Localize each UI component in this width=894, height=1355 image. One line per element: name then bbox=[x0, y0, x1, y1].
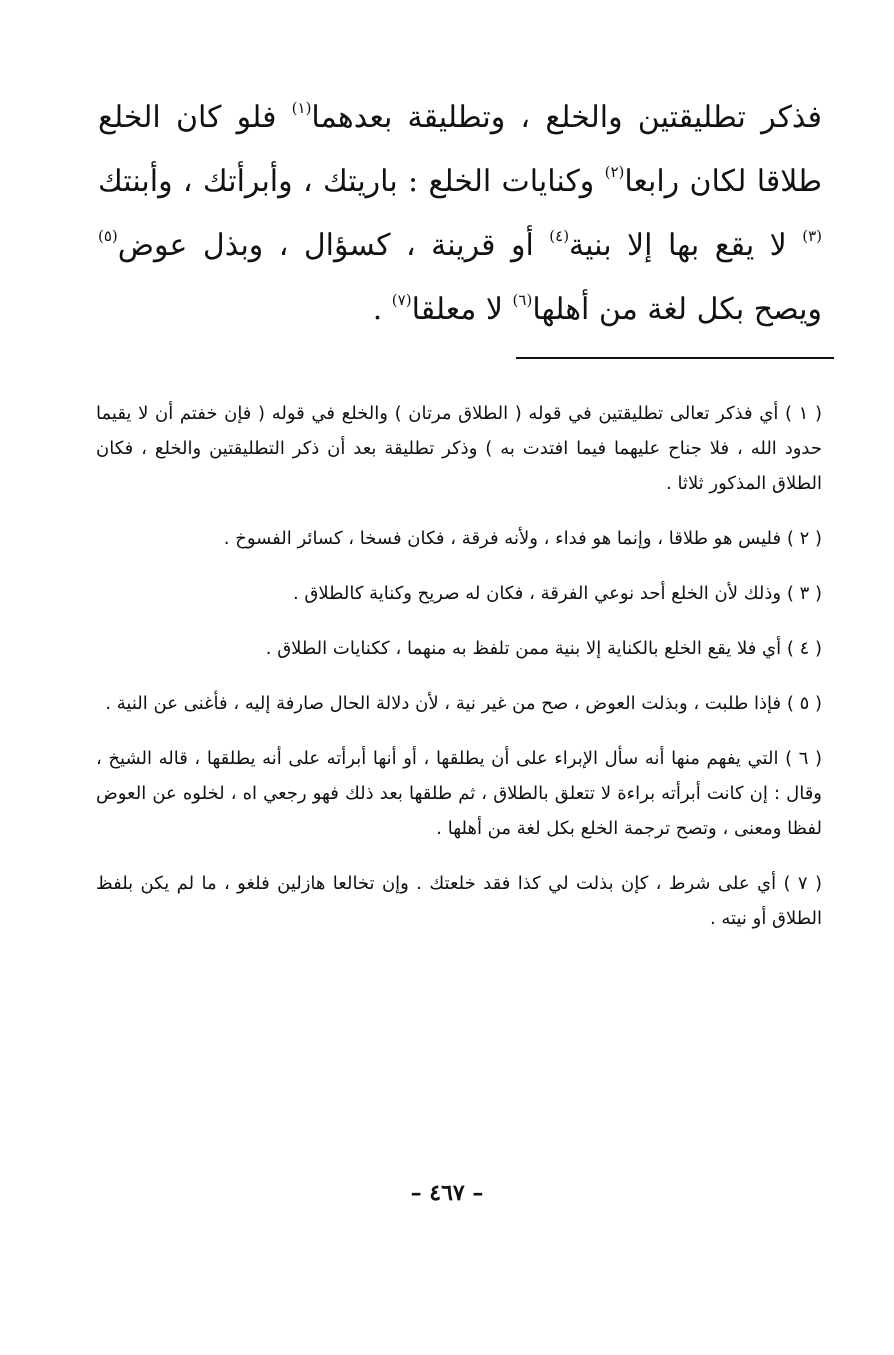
footnote-ref: (٢) bbox=[604, 163, 625, 181]
main-text-segment: لا يقع بها إلا بنية bbox=[569, 228, 803, 263]
main-text-segment: أو قرينة ، كسؤال ، وبذل عوض bbox=[117, 228, 550, 263]
footnote-3: ( ٣ ) وذلك لأن الخلع أحد نوعي الفرقة ، فكان له صريح وكناية كالطلاق . bbox=[292, 583, 822, 604]
footnote-ref: (٥) bbox=[98, 227, 118, 245]
footnote-divider bbox=[516, 357, 834, 359]
footnote-2: ( ٢ ) فليس هو طلاقا ، وإنما هو فداء ، ولأنه فرقة ، فكان فسخا ، كسائر الفسوخ . bbox=[223, 528, 822, 549]
footnotes-section bbox=[96, 396, 822, 956]
main-text-segment: لا معلقا bbox=[411, 292, 513, 327]
footnote-6: ( ٦ ) التي يفهم منها أنه سأل الإبراء على أن يطلقها ، أو أنها أبرأته على أنه يطلقها ، قاله الشيخ ، وقال : إن كانت أبرأته براءة لا تتعلق بالطلاق ، ثم طلقها بعد ذلك فهو رجعي اه ، لخلوه عن العوض لفظا ومعنى ، وتصح ترجمة الخلع بكل لغة من أهلها . bbox=[96, 748, 823, 839]
footnote-4: ( ٤ ) أي فلا يقع الخلع بالكناية إلا بنية ممن تلفظ به منهما ، ككنايات الطلاق . bbox=[265, 638, 822, 659]
main-text-segment: وكنايات الخلع : باريتك ، وأبرأتك ، وأبنتك bbox=[98, 164, 605, 199]
footnote-5: ( ٥ ) فإذا طلبت ، وبذلت العوض ، صح من غير نية ، لأن دلالة الحال صارفة إليه ، فأغنى عن النية . bbox=[105, 693, 822, 714]
footnote-7: ( ٧ ) أي على شرط ، كإن بذلت لي كذا فقد خلعتك . وإن تخالعا هازلين فلغو ، ما لم يكن بلفظ الطلاق أو نيته . bbox=[96, 873, 822, 929]
footnote-ref: (١) bbox=[291, 99, 312, 117]
main-text-segment: فذكر تطليقتين والخلع ، وتطليقة بعدهما bbox=[311, 100, 822, 135]
main-text-segment: . bbox=[372, 292, 392, 327]
footnote-ref: (٦) bbox=[512, 291, 533, 309]
footnote-ref: (٤) bbox=[549, 227, 570, 245]
page-number: – ٤٦٧ – bbox=[410, 1180, 484, 1206]
footnote-ref: (٧) bbox=[391, 291, 412, 309]
main-text-segment: فلو كان الخلع طلاقا لكان رابعا bbox=[98, 100, 822, 199]
main-text bbox=[98, 88, 822, 344]
main-text-segment: ويصح بكل لغة من أهلها bbox=[532, 292, 822, 327]
footnote-ref: (٣) bbox=[802, 227, 823, 245]
footnote-1: ( ١ ) أي فذكر تعالى تطليقتين في قوله ( الطلاق مرتان ) والخلع في قوله ( فإن خفتم أن لا يقيما حدود الله ، فلا جناح عليهما فيما افتدت به ) وذكر تطليقة بعد أن ذكر التطليقتين والخلع ، فكان الطلاق المذكور ثلاثا . bbox=[96, 403, 823, 494]
